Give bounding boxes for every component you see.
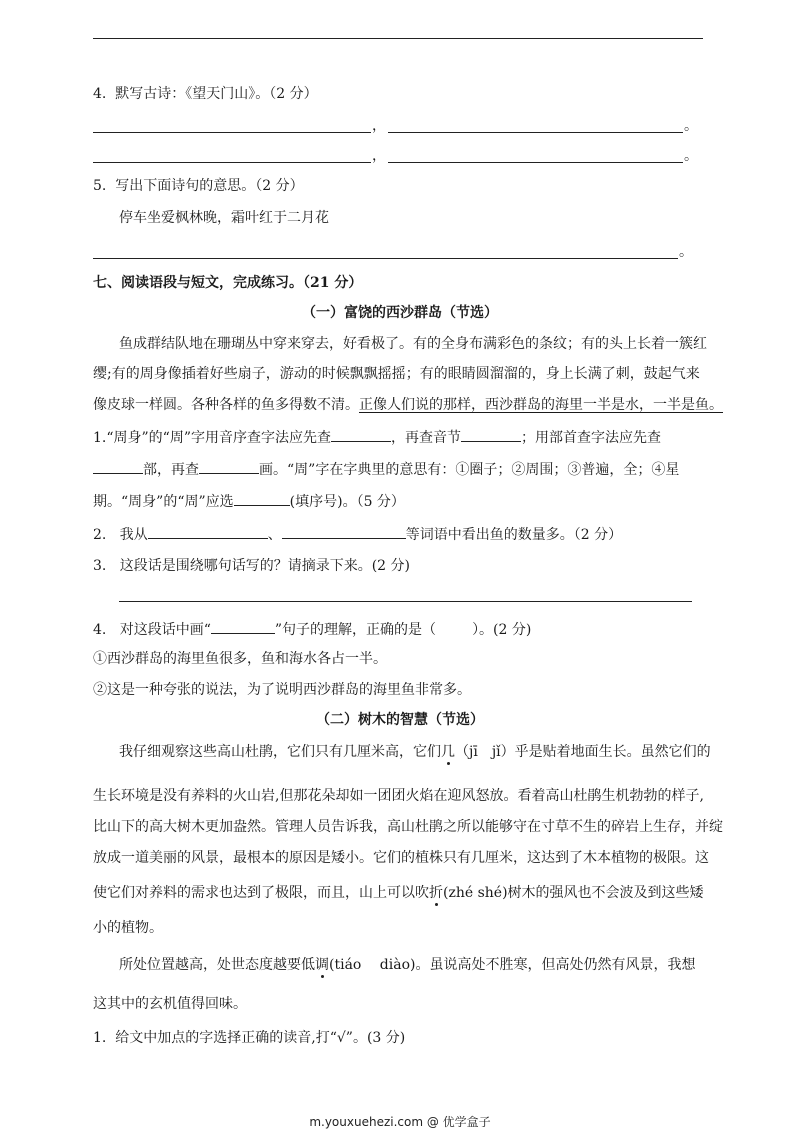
q1-blank-2[interactable] (461, 426, 521, 442)
q4-period-1: 。 (684, 118, 698, 134)
q5-poem: 停车坐爱枫林晚，霜叶红于二月花 (119, 210, 329, 226)
dotted-char-ji: 几 (441, 744, 455, 760)
part2-q1: 1. 给文中加点的字选择正确的读音,打“√”。(3 分) (93, 1030, 406, 1046)
part1-para-line-3: 像皮球一样圆。各种各样的鱼多得数不清。正像人们说的那样，西沙群岛的海里一半是水，一半是鱼。 (93, 397, 723, 413)
part2-para1-line-2: 生长环境是没有养料的火山岩,但那花朵却如一团团火焰在迎风怒放。看着高山杜鹃生机勃勃的样子, (93, 788, 704, 804)
q4-answer-line-2a[interactable] (93, 162, 371, 163)
part1-q4-option-2: ②这是一种夸张的说法，为了说明西沙群岛的海里鱼非常多。 (93, 682, 471, 698)
part1-q4: 4. 对这段话中画“ ”句子的理解，正确的是（ ）。(2 分) (93, 618, 531, 640)
part2-para2-line-1: 所处位置越高，处世态度越要低调(tiáo diào)。虽说高处不胜寒，但高处仍然有风景，我想 (119, 957, 696, 973)
q5-prompt: 5. 写出下面诗句的意思。（2 分） (93, 178, 304, 194)
q4-sentence-blank (211, 618, 275, 634)
part1-q1-line-3: 期。“周身”的“周”应选 (填序号)。（5 分） (93, 490, 405, 512)
part1-para-line-1: 鱼成群结队地在珊瑚丛中穿来穿去，好看极了。有的全身布满彩色的条纹；有的头上长着一簇红 (119, 336, 707, 352)
header-rule (93, 38, 703, 39)
q4-comma-2: ， (372, 148, 386, 164)
part2-para1-line-5: 使它们对养料的需求也达到了极限，而且，山上可以吹折(zhé shé)树木的强风也不会波及到这些矮 (93, 885, 704, 901)
q1-blank-4[interactable] (199, 458, 259, 474)
footer-watermark[interactable]: m.youxuehezi.com @ 优学盒子 (309, 1115, 491, 1129)
q2-blank-2[interactable] (282, 523, 406, 539)
part2-title: （二）树木的智慧（节选） (316, 712, 484, 728)
dotted-char-diao: 调 (315, 957, 329, 973)
part1-q1-line-2: 部，再查 画。“周”字在字典里的意思有：①圈子；②周围；③普遍，全；④星 (93, 458, 679, 480)
underlined-sentence: 正像人们说的那样，西沙群岛的海里一半是水，一半是鱼。 (359, 397, 723, 413)
q5-period: 。 (679, 244, 693, 260)
q3-answer-line[interactable] (119, 601, 692, 602)
q2-blank-1[interactable] (148, 523, 268, 539)
part1-q2: 2. 我从 、 等词语中看出鱼的数量多。（2 分） (93, 523, 622, 545)
q5-answer-line[interactable] (93, 258, 678, 259)
part1-q3: 3. 这段话是围绕哪句话写的？请摘录下来。(2 分) (93, 558, 410, 574)
part1-q1-line-1: 1.“周身”的“周”字用音序查字法应先查 ，再查音节 ；用部首查字法应先查 (93, 426, 661, 448)
part2-para2-line-2: 这其中的玄机值得回味。 (93, 996, 247, 1012)
q4-answer-line-1a[interactable] (93, 132, 371, 133)
q1-blank-5[interactable] (234, 490, 290, 506)
part2-para1-line-6: 小的植物。 (93, 920, 163, 936)
section7-title: 七、阅读语段与短文，完成练习。（21 分） (93, 275, 363, 291)
q4-prompt: 4. 默写古诗：《望天门山》。（2 分） (93, 86, 318, 102)
part2-para1-line-3: 比山下的高大树木更加盎然。管理人员告诉我，高山杜鹃之所以能够守在寸草不生的碎岩上生存，并绽 (93, 819, 723, 835)
q4-period-2: 。 (684, 148, 698, 164)
q1-blank-3[interactable] (93, 458, 143, 474)
q4-answer-line-2b[interactable] (388, 162, 683, 163)
q1-blank-1[interactable] (331, 426, 391, 442)
dotted-char-zhe: 折 (429, 885, 443, 901)
part2-para1-line-4: 放成一道美丽的风景，最根本的原因是矮小。它们的植株只有几厘米，这达到了木本植物的极限。这 (93, 850, 709, 866)
q4-answer-line-1b[interactable] (388, 132, 683, 133)
part1-para-line-2: 缨;有的周身像插着好些扇子，游动的时候飘飘摇摇；有的眼睛圆溜溜的，身上长满了刺，鼓起气来 (93, 366, 700, 382)
part1-title: （一）富饶的西沙群岛（节选） (302, 305, 498, 321)
part2-para1-line-1: 我仔细观察这些高山杜鹃，它们只有几厘米高，它们几（jī jǐ）乎是贴着地面生长。虽然它们的 (119, 744, 711, 760)
part1-q4-option-1: ①西沙群岛的海里鱼很多，鱼和海水各占一半。 (93, 651, 387, 667)
q4-comma-1: ， (372, 118, 386, 134)
